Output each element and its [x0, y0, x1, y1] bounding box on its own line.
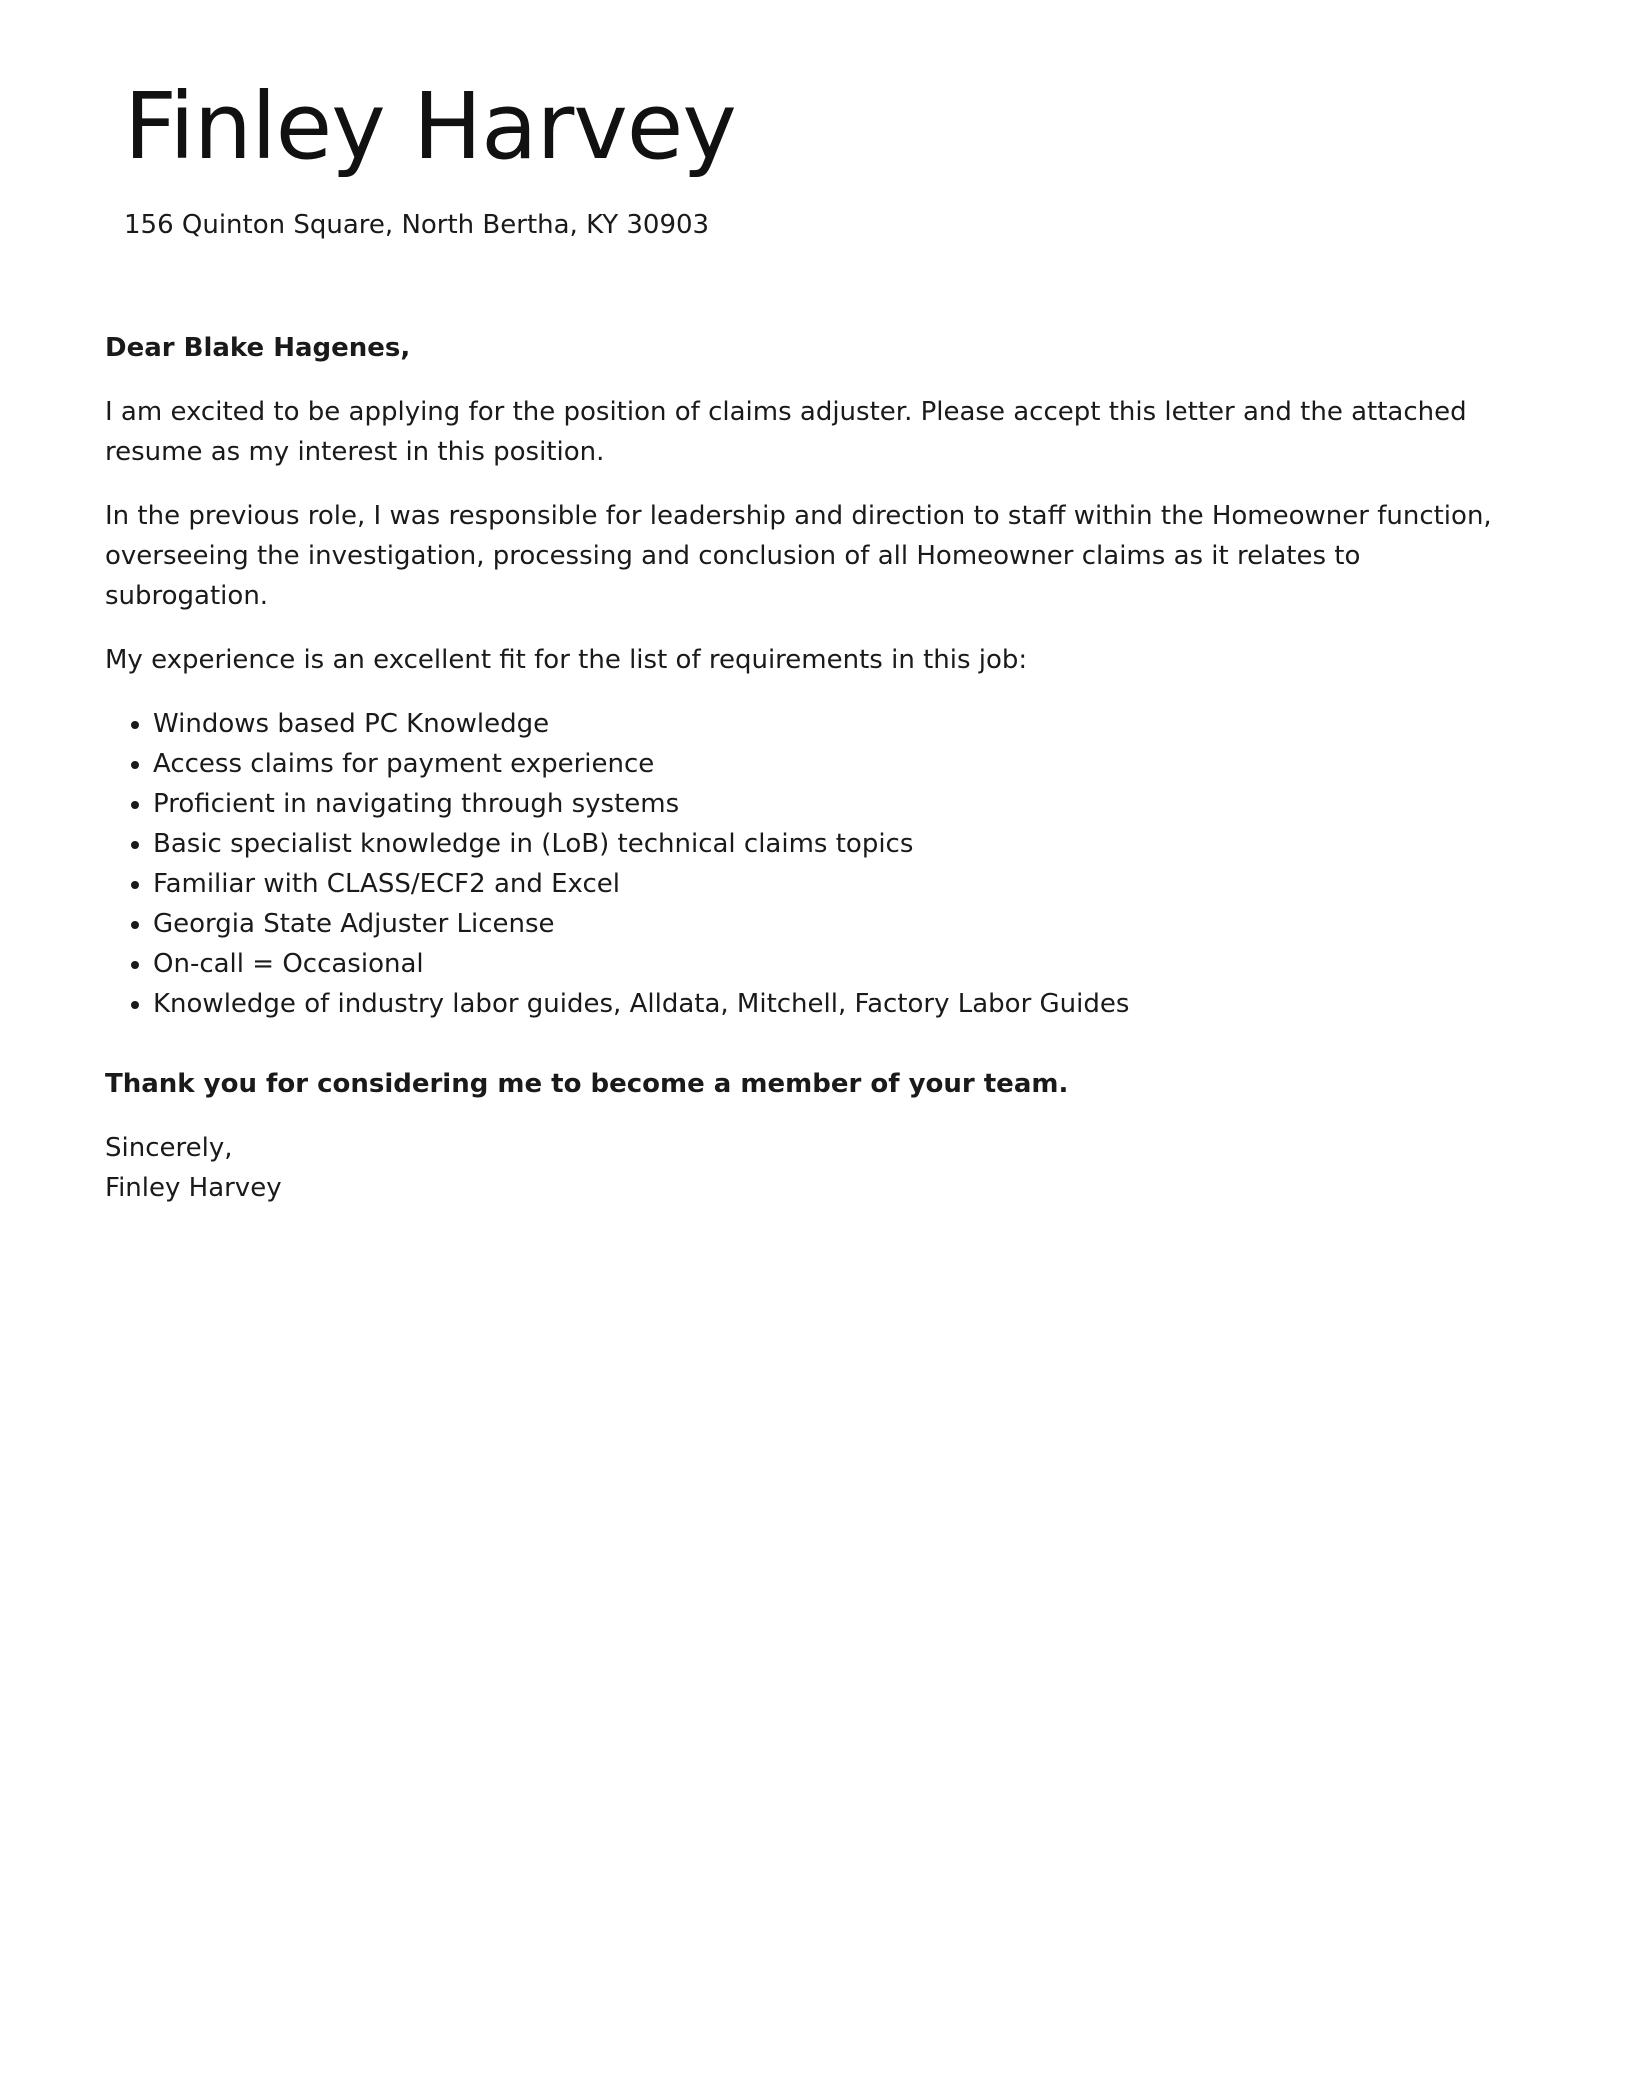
bullet-icon [131, 761, 139, 769]
list-item [153, 984, 1525, 1024]
letter-header [124, 72, 1524, 242]
list-item [153, 864, 1525, 904]
list-item [153, 744, 1525, 784]
bullet-icon [131, 801, 139, 809]
list-item-text: Georgia State Adjuster License [153, 909, 555, 939]
closing: Sincerely, [105, 1133, 233, 1163]
bullet-icon [131, 841, 139, 849]
salutation: Dear Blake Hagenes, [105, 333, 411, 363]
list-item [153, 784, 1525, 824]
sender-name: Finley Harvey [124, 73, 736, 180]
bullet-icon [131, 721, 139, 729]
list-item-text: On-call = Occasional [153, 949, 424, 979]
list-item-text: Familiar with CLASS/ECF2 and Excel [153, 869, 620, 899]
experience-paragraph: In the previous role, I was responsible for leadership and direction to staff within the Homeowner function, overseeing the investigation, processing and conclusion of all Homeowner claims as it relates to subrogation. [105, 501, 1492, 611]
thanks-line: Thank you for considering me to become a member of your team. [105, 1069, 1069, 1099]
list-item-text: Proficient in navigating through systems [153, 789, 680, 819]
list-item [153, 824, 1525, 864]
list-item-text: Knowledge of industry labor guides, Alldata, Mitchell, Factory Labor Guides [153, 989, 1130, 1019]
closing-block [105, 1128, 1525, 1208]
intro-paragraph: I am excited to be applying for the position of claims adjuster. Please accept this letter and the attached resume as my interest in this position. [105, 397, 1467, 467]
list-item-text: Access claims for payment experience [153, 749, 655, 779]
list-item [153, 704, 1525, 744]
sender-address: 156 Quinton Square, North Bertha, KY 30903 [124, 210, 710, 240]
list-item-text: Windows based PC Knowledge [153, 709, 550, 739]
list-item-text: Basic specialist knowledge in (LoB) technical claims topics [153, 829, 914, 859]
bullet-icon [131, 881, 139, 889]
bullet-icon [131, 1001, 139, 1009]
letter-body [105, 328, 1525, 1208]
requirements-list [105, 704, 1525, 1024]
bullet-icon [131, 921, 139, 929]
list-item [153, 944, 1525, 984]
requirements-intro: My experience is an excellent fit for the list of requirements in this job: [105, 645, 1028, 675]
bullet-icon [131, 961, 139, 969]
list-item [153, 904, 1525, 944]
signature: Finley Harvey [105, 1173, 282, 1203]
